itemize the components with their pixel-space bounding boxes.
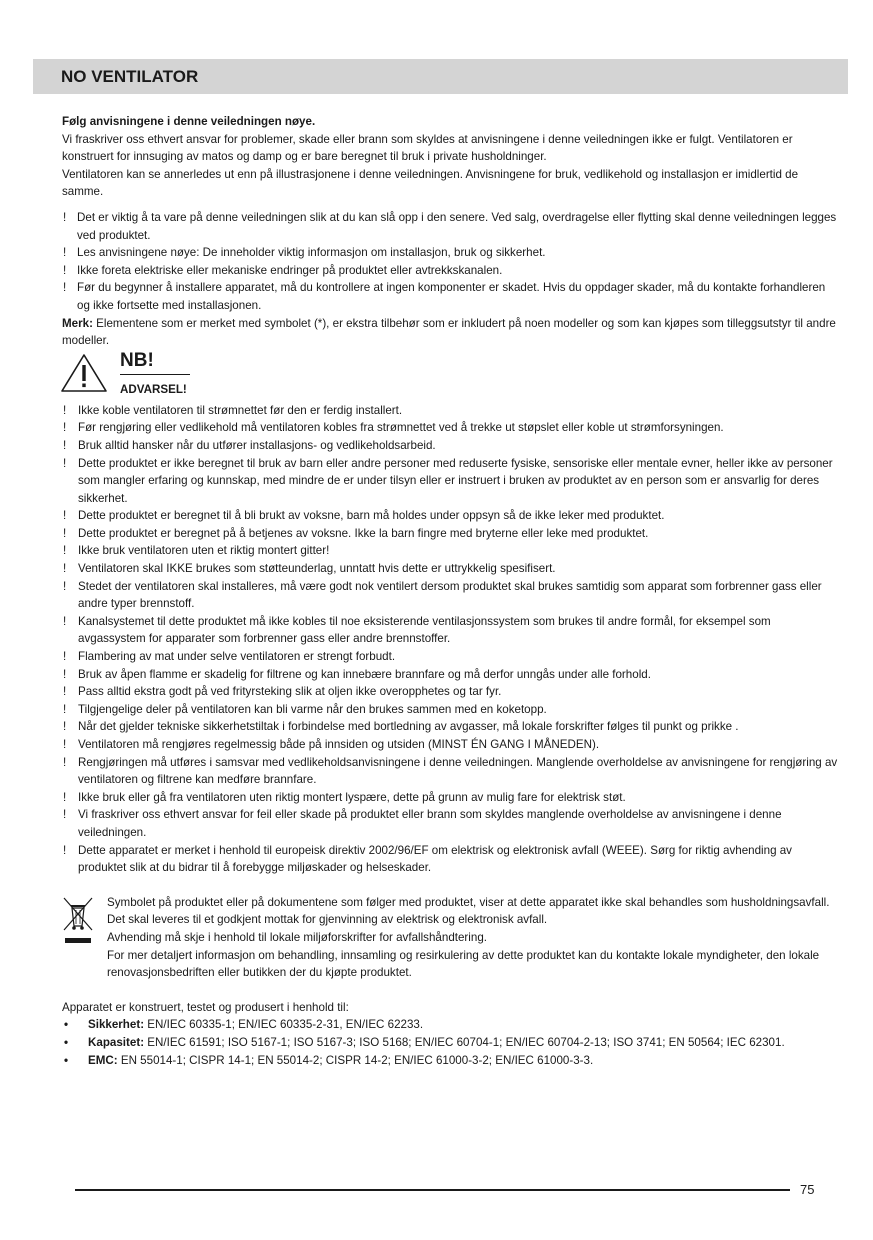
list-item: ! Pass alltid ekstra godt på ved frityrsteking slik at oljen ikke overopphetes og tar fyr. [62, 683, 838, 701]
list-item: ! Dette produktet er beregnet på å betjenes av voksne. Ikke la barn fingre med bryterne eller leke med produktet. [62, 525, 838, 543]
intro-paragraph-1: Vi fraskriver oss ethvert ansvar for problemer, skade eller brann som skyldes at anvisningene i denne veiledningen ikke er fulgt. Ventilatoren er konstruert for innsuging av matos og damp og er bare beregnet til bruk i private husholdninger. [62, 132, 793, 164]
warning-triangle-icon [59, 352, 109, 394]
intro-heading: Følg anvisningene i denne veiledningen nøye. [62, 115, 316, 128]
list-item: ! Dette produktet er beregnet til å bli brukt av voksne, barn må holdes under oppsyn så de ikke leker med produktet. [62, 507, 838, 525]
section-header-bar [33, 59, 848, 94]
crossed-out-bin-icon [62, 896, 94, 948]
list-item: ! Stedet der ventilatoren skal installeres, må være godt nok ventilert dersom produktet skal brukes samtidig som apparat som forbrenner gass eller andre typer brennstoff. [62, 578, 838, 613]
intro-paragraph-2: Ventilatoren kan se annerledes ut enn på illustrasjonene i denne veiledningen. Anvisningene for bruk, vedlikehold og installasjon er imidlertid de samme. [62, 167, 799, 199]
list-item: ! Tilgjengelige deler på ventilatoren kan bli varme når den brukes sammen med en koketopp. [62, 701, 838, 719]
weee-text-2: Avhending må skje i henhold til lokale miljøforskrifter for avfallshåndtering. [107, 930, 487, 944]
list-item: ! Flambering av mat under selve ventilatoren er strengt forbudt. [62, 648, 838, 666]
list-item: ! Vi fraskriver oss ethvert ansvar for feil eller skade på produktet eller brann som skyldes manglende overholdelse av anvisningene i denne veiledningen. [62, 806, 838, 841]
nb-underline [120, 374, 190, 375]
list-item: ! Når det gjelder tekniske sikkerhetstiltak i forbindelse med bortledning av avgasser, må lokale forskrifter følges til punkt og prikke . [62, 718, 838, 736]
list-item: ! Rengjøringen må utføres i samsvar med vedlikeholdsanvisningene i denne veiledningen. Manglende overholdelse av anvisningene for rengjøring av ventilatoren og filtrene kan medføre brannfare. [62, 754, 838, 789]
list-item: ! Ikke koble ventilatoren til strømnettet før den er ferdig installert. [62, 402, 838, 420]
standard-label: EMC: [88, 1053, 118, 1067]
list-item [62, 1052, 838, 1070]
merk-text: Elementene som er merket med symbolet (*), er ekstra tilbehør som er inkludert på noen modeller og som kan kjøpes som tilleggsutstyr til andre modeller. [62, 316, 836, 348]
list-item: ! Ventilatoren må rengjøres regelmessig både på innsiden og utsiden (MINST ÉN GANG I MÅNEDEN). [62, 736, 838, 754]
page-number: 75 [800, 1182, 815, 1197]
list-item: ! Ikke bruk eller gå fra ventilatoren uten riktig montert lyspære, dette på grunn av mulig fare for elektrisk støt. [62, 789, 838, 807]
list-item [62, 1034, 838, 1052]
merk-label: Merk: [62, 316, 93, 330]
list-item [62, 1016, 838, 1034]
list-item: ! Bruk av åpen flamme er skadelig for filtrene og kan innebære brannfare og må derfor unngås under alle forhold. [62, 666, 838, 684]
list-item: ! Før du begynner å installere apparatet, må du kontrollere at ingen komponenter er skadet. Hvis du oppdager skader, må du kontakte forhandleren og ikke fortsette med installasjonen. [62, 279, 838, 314]
main-content [62, 113, 838, 1069]
standard-text: EN 55014-1; CISPR 14-1; EN 55014-2; CISPR 14-2; EN/IEC 61000-3-2; EN/IEC 61000-3-3. [117, 1053, 594, 1067]
list-item: ! Ventilatoren skal IKKE brukes som støtteunderlag, unntatt hvis dette er uttrykkelig spesifisert. [62, 560, 838, 578]
list-item: ! Det er viktig å ta vare på denne veiledningen slik at du kan slå opp i den senere. Ved salg, overdragelse eller flytting skal denne veiledningen legges ved produktet. [62, 209, 838, 244]
nb-warning-block [62, 349, 838, 402]
list-item: ! Ikke foreta elektriske eller mekaniske endringer på produktet eller avtrekkskanalen. [62, 262, 838, 280]
list-item: ! Dette produktet er ikke beregnet til bruk av barn eller andre personer med reduserte fysiske, sensoriske eller mentale evner, heller ikke av personer som mangler erfaring og kunnskap, med mindre de er under tilsyn eller er instruert i bruken av produktet av en person som er ansvarlig for deres sikkerhet. [62, 455, 838, 508]
list-item: ! Dette apparatet er merket i henhold til europeisk direktiv 2002/96/EF om elektrisk og elektronisk avfall (WEEE). Sørg for riktig avhending av produktet slik at du bidrar til å forebygge miljøskader og helseskader. [62, 842, 838, 877]
list-item: ! Før rengjøring eller vedlikehold må ventilatoren kobles fra strømnettet ved å trekke ut støpslet eller koble ut strømforsyningen. [62, 419, 838, 437]
weee-block [62, 894, 838, 982]
standard-label: Kapasitet: [88, 1035, 145, 1049]
standard-text: EN/IEC 60335-1; EN/IEC 60335-2-31, EN/IEC 62233. [144, 1018, 424, 1032]
standards-intro: Apparatet er konstruert, testet og produsert i henhold til: [62, 1000, 349, 1014]
standard-text: EN/IEC 61591; ISO 5167-1; ISO 5167-3; ISO 5168; EN/IEC 60704-1; EN/IEC 60704-2-13; ISO 3741; EN 50564; IEC 62301. [144, 1035, 785, 1049]
standards-list [62, 1016, 838, 1069]
footer-rule [75, 1189, 790, 1191]
standard-label: Sikkerhet: [88, 1018, 145, 1032]
list-item: ! Bruk alltid hansker når du utfører installasjons- og vedlikeholdsarbeid. [62, 437, 838, 455]
list-item: ! Kanalsystemet til dette produktet må ikke kobles til noe eksisterende ventilasjonssystem som brukes til andre formål, for eksempel som avgassystem for apparater som forbrenner gass eller andre brennstoffer. [62, 613, 838, 648]
list-item: ! Ikke bruk ventilatoren uten et riktig montert gitter! [62, 542, 838, 560]
standards-section [62, 999, 838, 1069]
weee-text-3: For mer detaljert informasjon om behandling, innsamling og resirkulering av dette produktet kan du kontakte lokale myndigheter, den lokale renovasjonsbedriften eller butikken der du kjøpte produktet. [107, 948, 820, 980]
section-title: NO VENTILATOR [61, 67, 199, 86]
warnings-list [62, 402, 838, 877]
list-item: ! Les anvisningene nøye: De inneholder viktig informasjon om installasjon, bruk og sikkerhet. [62, 244, 838, 262]
notes-list [62, 209, 838, 315]
weee-text-1: Symbolet på produktet eller på dokumentene som følger med produktet, viser at dette apparatet ikke skal behandles som husholdningsavfall. Det skal leveres til et godkjent mottak for gjenvinning av elektrisk og elektronisk avfall. [107, 895, 830, 927]
merk-note [62, 315, 838, 350]
nb-title: NB! [120, 349, 154, 371]
nb-subtitle: ADVARSEL! [120, 382, 187, 396]
